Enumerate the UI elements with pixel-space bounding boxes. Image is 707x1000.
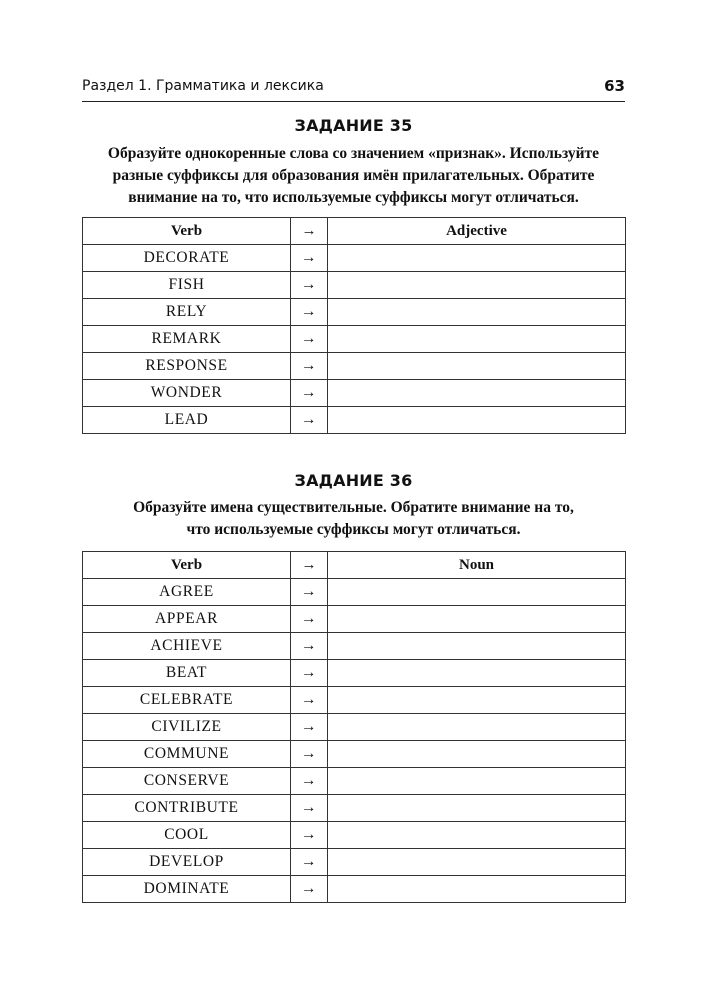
arrow-cell: → — [291, 606, 328, 633]
task-35-instruction-line: разные суффиксы для образования имён прилагательных. Обратите — [112, 167, 595, 184]
arrow-cell: → — [291, 633, 328, 660]
verb-cell: WONDER — [83, 380, 291, 407]
table-row — [83, 849, 626, 876]
column-header-adjective: Adjective — [328, 218, 626, 245]
table-row — [83, 353, 626, 380]
page-number: 63 — [604, 77, 625, 95]
column-header-noun: Noun — [328, 552, 626, 579]
answer-cell[interactable] — [328, 768, 626, 795]
table-row — [83, 741, 626, 768]
header-divider — [82, 101, 625, 102]
answer-cell[interactable] — [328, 849, 626, 876]
table-row — [83, 660, 626, 687]
table-row — [83, 768, 626, 795]
table-row — [83, 606, 626, 633]
task-35-title: ЗАДАНИЕ 35 — [294, 116, 413, 135]
answer-cell[interactable] — [328, 741, 626, 768]
verb-cell: DEVELOP — [83, 849, 291, 876]
task-35-instruction-line: внимание на то, что используемые суффиксы могут отличаться. — [128, 189, 579, 206]
answer-cell[interactable] — [328, 633, 626, 660]
verb-cell: ACHIEVE — [83, 633, 291, 660]
task-36-instruction-line: Образуйте имена существительные. Обратите внимание на то, — [133, 499, 574, 516]
answer-cell[interactable] — [328, 606, 626, 633]
answer-cell[interactable] — [328, 660, 626, 687]
table-row — [83, 326, 626, 353]
arrow-cell: → — [291, 795, 328, 822]
column-header-verb: Verb — [83, 552, 291, 579]
verb-cell: COOL — [83, 822, 291, 849]
arrow-cell: → — [291, 353, 328, 380]
arrow-cell: → — [291, 876, 328, 903]
answer-cell[interactable] — [328, 299, 626, 326]
section-title: Раздел 1. Грамматика и лексика — [82, 78, 324, 94]
arrow-cell: → — [291, 741, 328, 768]
task-36-table — [82, 551, 626, 903]
verb-cell: FISH — [83, 272, 291, 299]
table-row — [83, 687, 626, 714]
answer-cell[interactable] — [328, 326, 626, 353]
answer-cell[interactable] — [328, 714, 626, 741]
answer-cell[interactable] — [328, 579, 626, 606]
table-row — [83, 245, 626, 272]
answer-cell[interactable] — [328, 380, 626, 407]
page-header — [82, 76, 625, 100]
answer-cell[interactable] — [328, 272, 626, 299]
arrow-cell: → — [291, 849, 328, 876]
table-header-row — [83, 218, 626, 245]
column-header-arrow: → — [291, 218, 328, 245]
table-row — [83, 822, 626, 849]
table-row — [83, 407, 626, 434]
verb-cell: CIVILIZE — [83, 714, 291, 741]
verb-cell: RESPONSE — [83, 353, 291, 380]
arrow-cell: → — [291, 245, 328, 272]
verb-cell: REMARK — [83, 326, 291, 353]
arrow-cell: → — [291, 822, 328, 849]
table-row — [83, 579, 626, 606]
verb-cell: CELEBRATE — [83, 687, 291, 714]
table-row — [83, 714, 626, 741]
verb-cell: BEAT — [83, 660, 291, 687]
column-header-verb: Verb — [83, 218, 291, 245]
task-35-table — [82, 217, 626, 434]
task-36-title: ЗАДАНИЕ 36 — [294, 471, 413, 490]
answer-cell[interactable] — [328, 245, 626, 272]
table-row — [83, 876, 626, 903]
arrow-cell: → — [291, 299, 328, 326]
verb-cell: LEAD — [83, 407, 291, 434]
arrow-cell: → — [291, 579, 328, 606]
column-header-arrow: → — [291, 552, 328, 579]
verb-cell: CONSERVE — [83, 768, 291, 795]
arrow-cell: → — [291, 714, 328, 741]
arrow-cell: → — [291, 687, 328, 714]
arrow-cell: → — [291, 326, 328, 353]
table-row — [83, 272, 626, 299]
verb-cell: COMMUNE — [83, 741, 291, 768]
answer-cell[interactable] — [328, 876, 626, 903]
task-36-instructions — [82, 497, 625, 541]
task-35-instructions — [82, 143, 625, 209]
verb-cell: DECORATE — [83, 245, 291, 272]
table-header-row — [83, 552, 626, 579]
arrow-cell: → — [291, 768, 328, 795]
arrow-cell: → — [291, 272, 328, 299]
table-row — [83, 795, 626, 822]
verb-cell: RELY — [83, 299, 291, 326]
answer-cell[interactable] — [328, 795, 626, 822]
answer-cell[interactable] — [328, 687, 626, 714]
table-row — [83, 380, 626, 407]
answer-cell[interactable] — [328, 353, 626, 380]
answer-cell[interactable] — [328, 407, 626, 434]
table-row — [83, 299, 626, 326]
arrow-cell: → — [291, 380, 328, 407]
verb-cell: AGREE — [83, 579, 291, 606]
arrow-cell: → — [291, 407, 328, 434]
task-35-instruction-line: Образуйте однокоренные слова со значением «признак». Используйте — [107, 145, 600, 162]
task-36-instruction-line: что используемые суффиксы могут отличаться. — [186, 521, 521, 538]
answer-cell[interactable] — [328, 822, 626, 849]
arrow-cell: → — [291, 660, 328, 687]
table-row — [83, 633, 626, 660]
verb-cell: CONTRIBUTE — [83, 795, 291, 822]
verb-cell: APPEAR — [83, 606, 291, 633]
verb-cell: DOMINATE — [83, 876, 291, 903]
